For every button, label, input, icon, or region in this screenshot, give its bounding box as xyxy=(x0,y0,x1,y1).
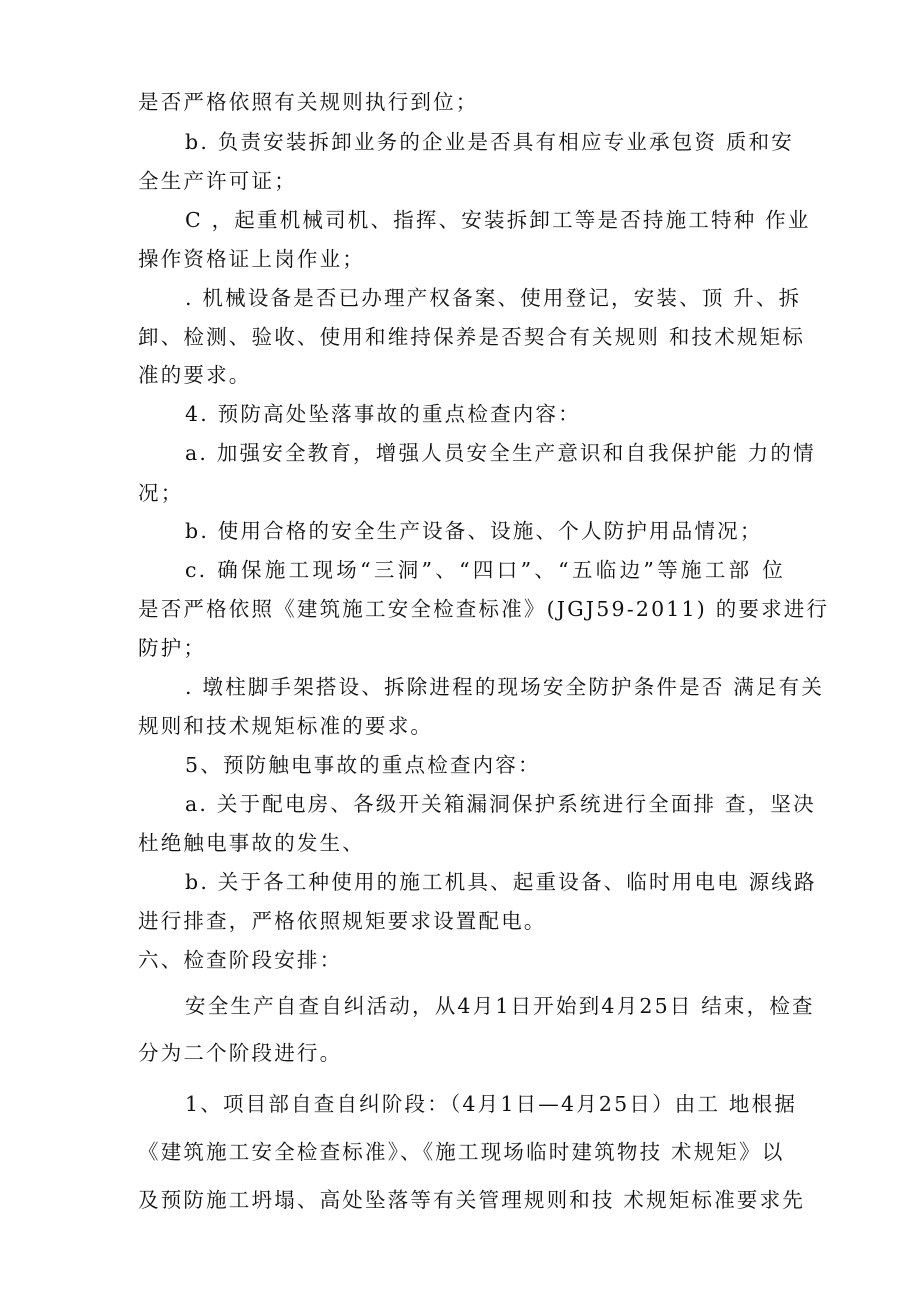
text-line: 分为二个阶段进行。 xyxy=(138,1041,343,1065)
text-line: 是否严格依照有关规则执行到位； xyxy=(138,90,479,114)
section-heading: 六、检查阶段安排： xyxy=(138,948,343,972)
text-line: a. 加强安全教育，增强人员安全生产意识和自我保护能 力的情 xyxy=(185,441,816,465)
text-line: 况； xyxy=(138,481,184,505)
text-line: 《建筑施工安全检查标准》、《施工现场临时建筑物技 术规矩》以 xyxy=(138,1140,785,1164)
section-heading: 4. 预防高处坠落事故的重点检查内容： xyxy=(185,402,581,426)
text-line: 操作资格证上岗作业； xyxy=(138,247,365,271)
text-line: 全生产许可证； xyxy=(138,169,297,193)
text-line: . 机械设备是否已办理产权备案、使用登记，安装、顶 升、拆 xyxy=(185,286,802,310)
text-line: c. 确保施工现场“三洞”、“四口”、“五临边”等施工部 位 xyxy=(185,558,785,582)
text-line: 安全生产自查自纠活动，从4月1日开始到4月25日 结束，检查 xyxy=(185,994,815,1018)
text-line: 规则和技术规矩标准的要求。 xyxy=(138,714,434,738)
text-line: 1、项目部自查自纠阶段：（4月1日—4月25日）由工 地根据 xyxy=(185,1092,798,1116)
text-line: 进行排查，严格依照规矩要求设置配电。 xyxy=(138,909,547,933)
text-line: b. 使用合格的安全生产设备、设施、个人防护用品情况； xyxy=(185,519,763,543)
section-heading: 5、预防触电事故的重点检查内容： xyxy=(185,753,541,777)
text-line: 及预防施工坍塌、高处坠落等有关管理规则和技 术规矩标准要求先 xyxy=(138,1188,806,1212)
text-line: b. 负责安装拆卸业务的企业是否具有相应专业承包资 质和安 xyxy=(185,130,794,154)
text-line: C ，起重机械司机、指挥、安装拆卸工等是否持施工特种 作业 xyxy=(185,208,811,232)
text-line: 是否严格依照《建筑施工安全检查标准》(JGJ59-2011) 的要求进行 xyxy=(138,597,830,621)
text-line: . 墩柱脚手架搭设、拆除进程的现场安全防护条件是否 满足有关 xyxy=(185,675,825,699)
text-line: 杜绝触电事故的发生、 xyxy=(138,831,365,855)
text-line: a. 关于配电房、各级开关箱漏洞保护系统进行全面排 查，坚决 xyxy=(185,792,816,816)
text-line: b. 关于各工种使用的施工机具、起重设备、临时用电电 源线路 xyxy=(185,870,817,894)
text-line: 卸、检测、验收、使用和维持保养是否契合有关规则 和技术规矩标 xyxy=(138,325,806,349)
text-line: 准的要求。 xyxy=(138,363,252,387)
text-line: 防护； xyxy=(138,636,207,660)
